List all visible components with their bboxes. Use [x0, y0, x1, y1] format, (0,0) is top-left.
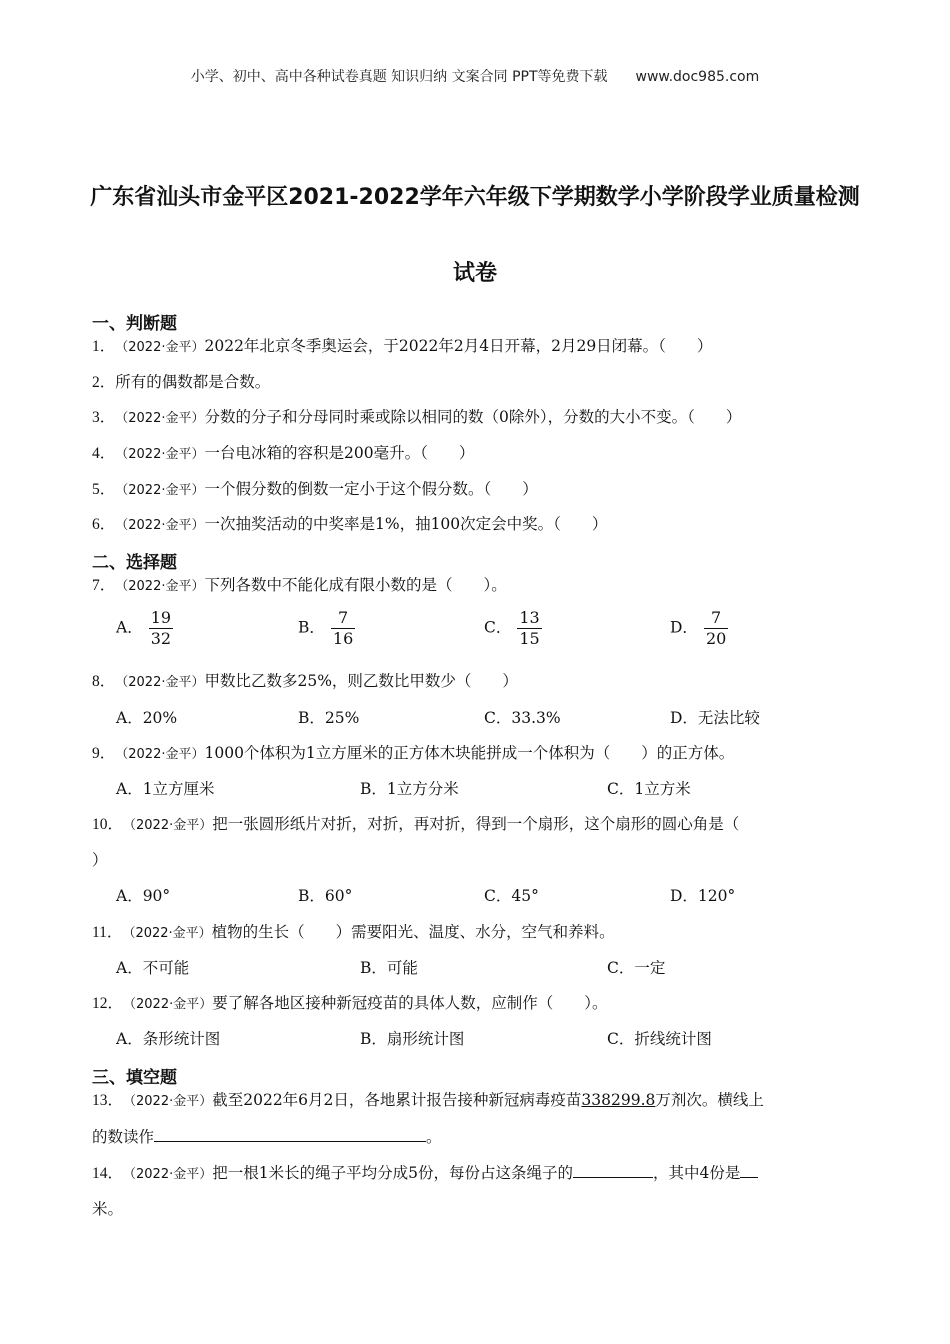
question-source: （2022·金平） — [115, 579, 205, 594]
question-text: 把一张圆形纸片对折，对折，再对折，得到一个扇形，这个扇形的圆心角是（ — [212, 815, 740, 833]
question-number: 11． — [92, 924, 123, 941]
question-10 — [92, 812, 862, 834]
question-text: 1000个体积为1立方厘米的正方体木块能拼成一个体积为（ ）的正方体。 — [204, 744, 735, 762]
question-5 — [92, 477, 862, 499]
question-source: （2022·金平） — [115, 340, 205, 355]
page-header — [0, 66, 950, 86]
option-b[interactable]: B．25% — [298, 709, 360, 727]
underlined-number: 338299.8 — [581, 1091, 656, 1109]
question-text: 下列各数中不能化成有限小数的是（ ）。 — [204, 576, 507, 594]
question-number: 7． — [92, 577, 116, 594]
question-source: （2022·金平） — [123, 1094, 213, 1109]
section-heading-judgement: 一、判断题 — [92, 314, 177, 334]
option-b[interactable]: B．1立方分米 — [360, 780, 459, 798]
question-source: （2022·金平） — [115, 483, 205, 498]
question-source: （2022·金平） — [123, 997, 213, 1012]
section-heading-choice: 二、选择题 — [92, 553, 177, 573]
question-source: （2022·金平） — [115, 411, 205, 426]
question-source: （2022·金平） — [122, 926, 212, 941]
question-3 — [92, 405, 862, 427]
answer-blank[interactable] — [740, 1163, 758, 1178]
option-a[interactable]: A．90° — [116, 887, 171, 905]
question-text: 把一根1米长的绳子平均分成5份，每份占这条绳子的 — [212, 1164, 573, 1182]
option-b[interactable]: B．60° — [298, 887, 353, 905]
option-b[interactable]: B．可能 — [360, 959, 418, 977]
question-2 — [92, 370, 862, 392]
question-source: （2022·金平） — [115, 518, 205, 533]
option-a[interactable]: A． $\frac{19}{32}$ — [116, 608, 172, 648]
option-c[interactable]: C．1立方米 — [607, 780, 691, 798]
question-number: 1． — [92, 338, 116, 355]
option-c[interactable]: C．33.3% — [484, 709, 561, 727]
option-b[interactable]: B． $\frac{7}{16}$ — [298, 608, 354, 648]
header-text: 小学、初中、高中各种试卷真题 知识归纳 文案合同 PPT等免费下载 — [190, 69, 608, 85]
answer-blank[interactable] — [154, 1127, 426, 1142]
question-4 — [92, 441, 862, 463]
option-a[interactable]: A．1立方厘米 — [116, 780, 215, 798]
fraction: $\frac{13}{15}$ — [519, 608, 540, 648]
question-12 — [92, 991, 862, 1013]
question-number: 4． — [92, 445, 116, 462]
question-text: 一次抽奖活动的中奖率是1%，抽100次定会中奖。（ ） — [204, 515, 608, 533]
question-14 — [92, 1161, 862, 1183]
question-13 — [92, 1088, 862, 1110]
question-text-end: 万剂次。横线上 — [655, 1091, 764, 1109]
fraction: $\frac{19}{32}$ — [150, 608, 172, 648]
option-c[interactable]: C． $\frac{13}{15}$ — [484, 608, 540, 648]
question-13-continued: 的数读作 。 — [92, 1128, 442, 1146]
question-number: 6． — [92, 516, 116, 533]
question-10-continued: ） — [92, 851, 108, 869]
question-source: （2022·金平） — [123, 818, 213, 833]
exam-title-line1: 广东省汕头市金平区2021-2022学年六年级下学期数学小学阶段学业质量检测 — [90, 185, 860, 210]
exam-title-line2: 试卷 — [452, 261, 497, 286]
question-number: 14． — [92, 1165, 124, 1182]
question-source: （2022·金平） — [115, 675, 205, 690]
option-b[interactable]: B．扇形统计图 — [360, 1030, 465, 1048]
section-heading-fill-in: 三、填空题 — [92, 1068, 177, 1088]
question-number: 13． — [92, 1092, 124, 1109]
question-source: （2022·金平） — [123, 1167, 213, 1182]
question-1 — [92, 334, 862, 356]
question-number: 10． — [92, 816, 124, 833]
question-text: 要了解各地区接种新冠疫苗的具体人数，应制作（ ）。 — [212, 994, 608, 1012]
question-text: 所有的偶数都是合数。 — [115, 373, 271, 391]
question-number: 3． — [92, 409, 116, 426]
question-text: 甲数比乙数多25%，则乙数比甲数少（ ） — [204, 672, 518, 690]
option-d[interactable]: D．无法比较 — [670, 709, 760, 727]
fraction: $\frac{7}{20}$ — [705, 608, 727, 648]
question-11 — [92, 920, 862, 942]
option-d[interactable]: D． $\frac{7}{20}$ — [670, 608, 727, 648]
question-source: （2022·金平） — [115, 747, 205, 762]
question-source: （2022·金平） — [115, 447, 205, 462]
question-8 — [92, 669, 862, 691]
option-a[interactable]: A．不可能 — [116, 959, 190, 977]
option-c[interactable]: C．折线统计图 — [607, 1030, 712, 1048]
question-14-continued: 米。 — [92, 1200, 124, 1218]
option-a[interactable]: A．条形统计图 — [116, 1030, 221, 1048]
question-number: 2． — [92, 374, 116, 391]
question-number: 5． — [92, 481, 116, 498]
question-number: 8． — [92, 673, 116, 690]
question-9 — [92, 741, 862, 763]
question-text: 截至2022年6月2日，各地累计报告接种新冠病毒疫苗 — [212, 1091, 582, 1109]
question-text: 2022年北京冬季奥运会，于2022年2月4日开幕，2月29日闭幕。（ ） — [204, 337, 713, 355]
fraction: $\frac{7}{16}$ — [332, 608, 354, 648]
option-d[interactable]: D．120° — [670, 887, 736, 905]
option-c[interactable]: C．45° — [484, 887, 539, 905]
question-number: 12． — [92, 995, 124, 1012]
answer-blank[interactable] — [573, 1163, 653, 1178]
question-text: 分数的分子和分母同时乘或除以相同的数（0除外），分数的大小不变。（ ） — [204, 408, 742, 426]
question-text: 一台电冰箱的容积是200毫升。（ ） — [204, 444, 475, 462]
header-site-link[interactable]: www.doc985.com — [635, 69, 760, 85]
question-text: 一个假分数的倒数一定小于这个假分数。（ ） — [204, 480, 538, 498]
question-text: 植物的生长（ ）需要阳光、温度、水分，空气和养料。 — [211, 923, 615, 941]
option-c[interactable]: C．一定 — [607, 959, 666, 977]
question-text-middle: ，其中4份是 — [652, 1164, 741, 1182]
question-text: 的数读作 — [92, 1128, 155, 1146]
question-6 — [92, 512, 862, 534]
question-number: 9． — [92, 745, 116, 762]
question-7 — [92, 573, 862, 595]
option-a[interactable]: A．20% — [116, 709, 178, 727]
